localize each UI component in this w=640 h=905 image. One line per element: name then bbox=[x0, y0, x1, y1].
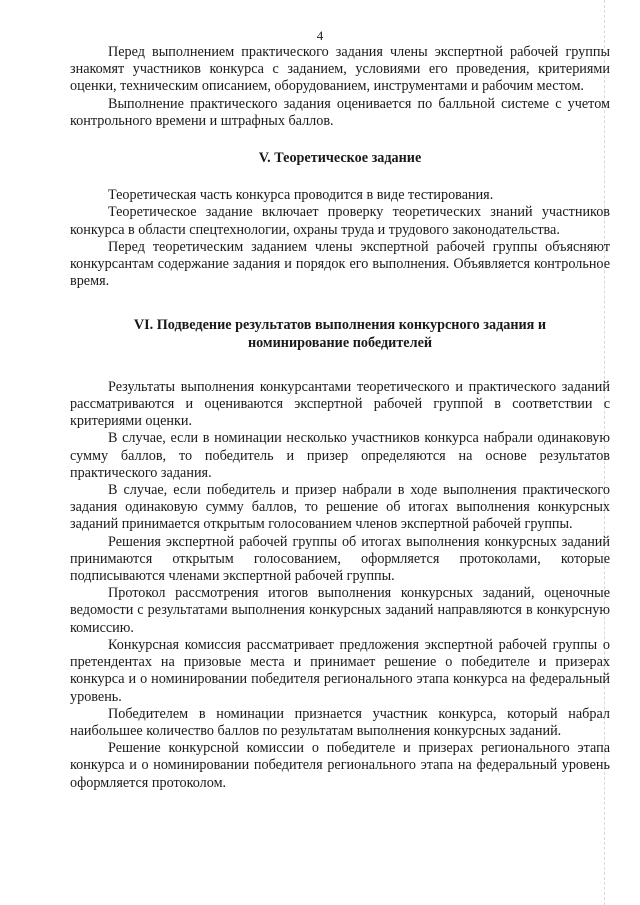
section-heading-vi bbox=[70, 317, 610, 351]
paragraph: В случае, если в номинации несколько участников конкурса набрали одинаковую сумму баллов, то победитель и призер определяются на основе результатов практического задания. bbox=[70, 430, 610, 481]
paragraph: Результаты выполнения конкурсантами теоретического и практического заданий рассматриваются и оцениваются экспертной рабочей группой в соответствии с критериями оценки. bbox=[70, 378, 610, 430]
paragraph: Решение конкурсной комиссии о победителе и призерах регионального этапа конкурса и о номинировании победителя регионального этапа на федеральный уровень оформляется протоколом. bbox=[70, 740, 610, 791]
paragraph: Теоретическое задание включает проверку теоретических знаний участников конкурса в области спецтехнологии, охраны труда и трудового законодательства. bbox=[70, 204, 610, 238]
paragraph: Победителем в номинации признается участник конкурса, который набрал наибольшее количество баллов по результатам выполнения конкурсных заданий. bbox=[70, 705, 610, 739]
paragraph: Перед теоретическим заданием члены экспертной рабочей группы объясняют конкурсантам содержание задания и порядок его выполнения. Объявляется контрольное время. bbox=[70, 238, 610, 290]
paragraph: Решения экспертной рабочей группы об итогах выполнения конкурсных заданий принимаются открытым голосованием, оформляется протоколами, которые подписываются членами экспертной рабочей группы. bbox=[70, 533, 610, 585]
paragraph: Конкурсная комиссия рассматривает предложения экспертной рабочей группы о претендентах на призовые места и принимает решение о победителе и призерах конкурса и о номинировании победителя регионального этапа конкурса на федеральный уровень. bbox=[70, 636, 610, 705]
document-body bbox=[70, 44, 610, 792]
paragraph: В случае, если победитель и призер набрали в ходе выполнения практического задания одинаковую сумму баллов, то решение об итогах выполнения конкурсных заданий принимается открытым голосованием членов экспертной рабочей группы. bbox=[70, 482, 610, 533]
paragraph: Протокол рассмотрения итогов выполнения конкурсных заданий, оценочные ведомости с результатами выполнения конкурсных заданий направляются в конкурсную комиссию. bbox=[70, 585, 610, 636]
paragraph: Теоретическая часть конкурса проводится в виде тестирования. bbox=[108, 187, 494, 204]
paragraph: Выполнение практического задания оценивается по балльной системе с учетом контрольного времени и штрафных баллов. bbox=[70, 95, 610, 129]
section-heading-v: V. Теоретическое задание bbox=[258, 150, 422, 167]
page-number: 4 bbox=[316, 28, 324, 43]
paragraph: Перед выполнением практического задания члены экспертной рабочей группы знакомят участников конкурса с заданием, условиями его проведения, критериями оценки, техническим описанием, оборудованием, инструментами и рабочим местом. bbox=[70, 44, 610, 95]
section-heading-vi-line1: VI. Подведение результатов выполнения конкурсного задания и bbox=[133, 317, 547, 334]
section-heading-vi-line2: номинирование победителей bbox=[247, 334, 433, 351]
